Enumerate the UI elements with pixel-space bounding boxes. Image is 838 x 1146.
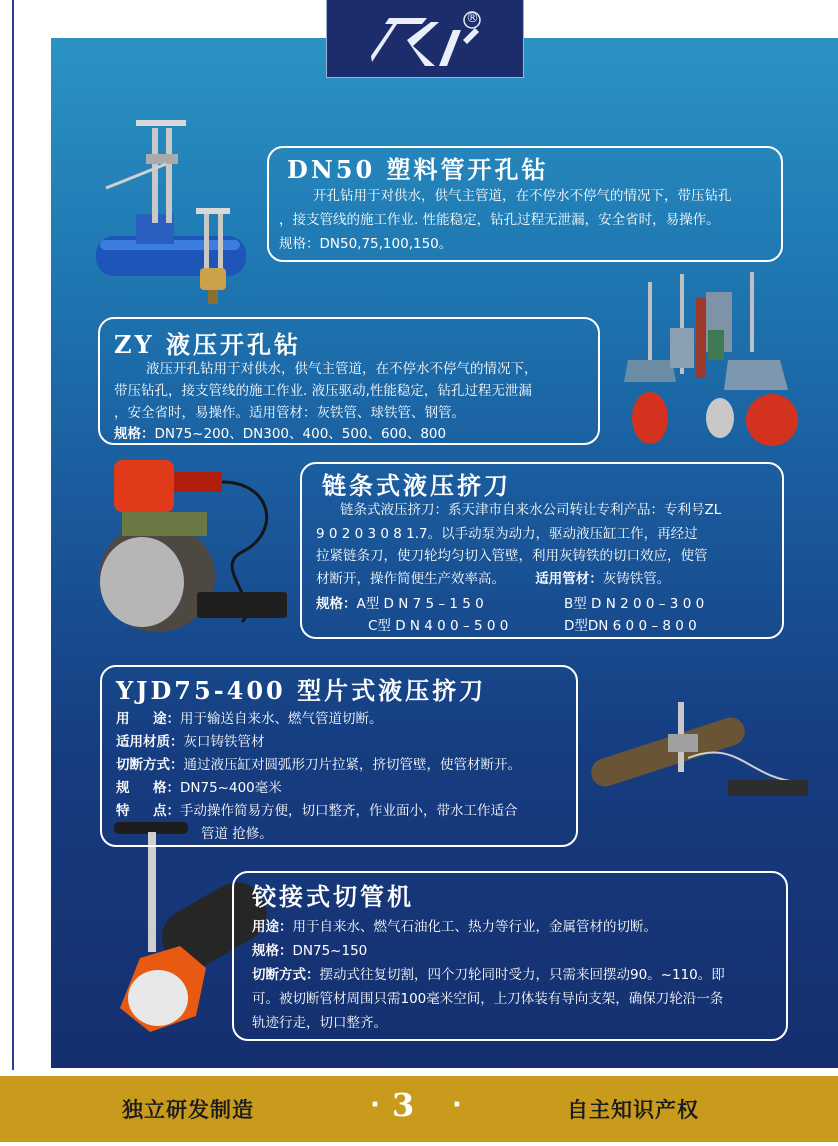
spec-row-value: 通过液压缸对圆弧形刀片拉紧，挤切管壁，使管材断开。 [183,757,521,773]
spec-row-continuation: 管道 抢修。 [201,826,273,842]
spec-label: 规格： [252,943,293,959]
spec-row-value: 灰口铸铁管材 [183,734,265,750]
hydraulic-drill-set-illustration [620,268,815,453]
spec-label: 规格： [316,596,357,612]
description-tail: 材断开，操作简便生产效率高。 [316,571,505,587]
chain-hydraulic-cutter-illustration [92,452,302,642]
product-title: 铰接式切管机 [252,882,414,911]
use-label: 用途： [252,919,293,935]
spec-value: DN75~200、DN300、400、500、600、800 [154,426,447,442]
footer-right-slogan: 自主知识产权 [567,1097,699,1122]
spec-row-label: 切断方式： [116,757,184,773]
footer-left-slogan: 独立研发制造 [122,1097,254,1122]
product-description-line [316,567,670,591]
spec-row-label: 规 格： [116,780,180,796]
cut-method-line [252,963,725,987]
product-spec-line [316,592,484,616]
product-description-line: ，安全省时，易操作。适用管材：灰铁管、球铁管、钢管。 [114,405,465,421]
spec-row-label: 特 点： [116,803,180,819]
brand-logo-mark [327,0,525,78]
product-description-line: 带压钻孔，接支管线的施工作业. 液压驱动,性能稳定，钻孔过程无泄漏 [114,383,532,399]
spec-label: 规格： [114,426,155,442]
product-card-dn50-drill [267,146,783,262]
product-title: ZY 液压开孔钻 [114,330,302,359]
material-label: 适用管材： [535,571,603,587]
product-title: DN50 塑料管开孔钻 [287,155,549,184]
spec-row [116,730,265,754]
product-description-line: 链条式液压挤刀：系天津市自来水公司转让专利产品：专利号ZL [340,502,722,518]
product-spec-line [114,422,446,446]
use-value: 用于自来水、燃气石油化工、热力等行业，金属管材的切断。 [292,919,657,935]
spec-a: A型 D N 7 5 – 1 5 0 [356,596,484,612]
product-card-zy-hydraulic-drill [98,317,600,445]
page-footer [0,1076,838,1142]
blade-hydraulic-cutter-illustration [588,698,820,808]
spec-row [116,753,521,777]
product-card-hinged-pipe-cutter [232,871,788,1041]
product-description-line: 开孔钻用于对供水，供气主管道，在不停水不停气的情况下，带压钻孔 [313,188,732,204]
brand-logo [326,0,524,78]
product-card-chain-cutter [300,462,784,639]
cut-method-line: 可。被切断管材周围只需100毫米空间，上刀体装有导向支架，确保刀轮沿一条 [252,991,724,1007]
use-line [252,915,657,939]
footer-dot-left: · [370,1090,380,1120]
product-spec-line: 规格：DN50,75,100,150。 [279,236,453,252]
product-spec-line: B型 D N 2 0 0 – 3 0 0 [564,596,705,612]
product-description-line: 9 0 2 0 3 0 8 1.7。以手动泵为动力，驱动液压缸工作，再经过 [316,526,698,542]
spec-value: DN75~150 [292,943,368,959]
product-spec-line: C型 D N 4 0 0 – 5 0 0 [368,618,509,634]
registered-mark: ® [466,11,479,26]
spec-line [252,939,367,963]
footer-dot-right: · [452,1090,462,1120]
spec-row [116,776,282,800]
cut-method-value: 摆动式往复切割，四个刀轮同时受力，只需来回摆动90。~110。即 [319,967,725,983]
spec-row-value: 手动操作简易方便，切口整齐，作业面小，带水工作适合 [180,803,518,819]
spec-row-value: DN75~400毫米 [180,780,282,796]
spec-row [116,707,383,731]
product-card-yjd75-400-cutter [100,665,578,847]
product-spec-line: D型DN 6 0 0 – 8 0 0 [564,618,697,634]
product-title: YJD75-400 型片式液压挤刀 [116,676,487,705]
spec-row-value: 用于输送自来水、燃气管道切断。 [180,711,383,727]
page-number: 3 [392,1086,415,1124]
product-description-line: 液压开孔钻用于对供水，供气主管道，在不停水不停气的情况下， [146,361,538,377]
material-value: 灰铸铁管。 [602,571,671,587]
cut-method-label: 切断方式： [252,967,320,983]
product-title: 链条式液压挤刀 [322,471,511,500]
cut-method-line: 轨迹行走，切口整齐。 [252,1015,387,1031]
plastic-pipe-drill-illustration [96,118,256,308]
spec-row-label: 用 途： [116,711,180,727]
product-description-line: 拉紧链条刀，使刀轮均匀切入管壁，利用灰铸铁的切口效应，使管 [316,548,708,564]
product-description-line: ，接支管线的施工作业. 性能稳定，钻孔过程无泄漏，安全省时，易操作。 [279,212,720,228]
page-border-line [12,0,14,1070]
spec-row [116,799,518,823]
spec-row-label: 适用材质： [116,734,184,750]
